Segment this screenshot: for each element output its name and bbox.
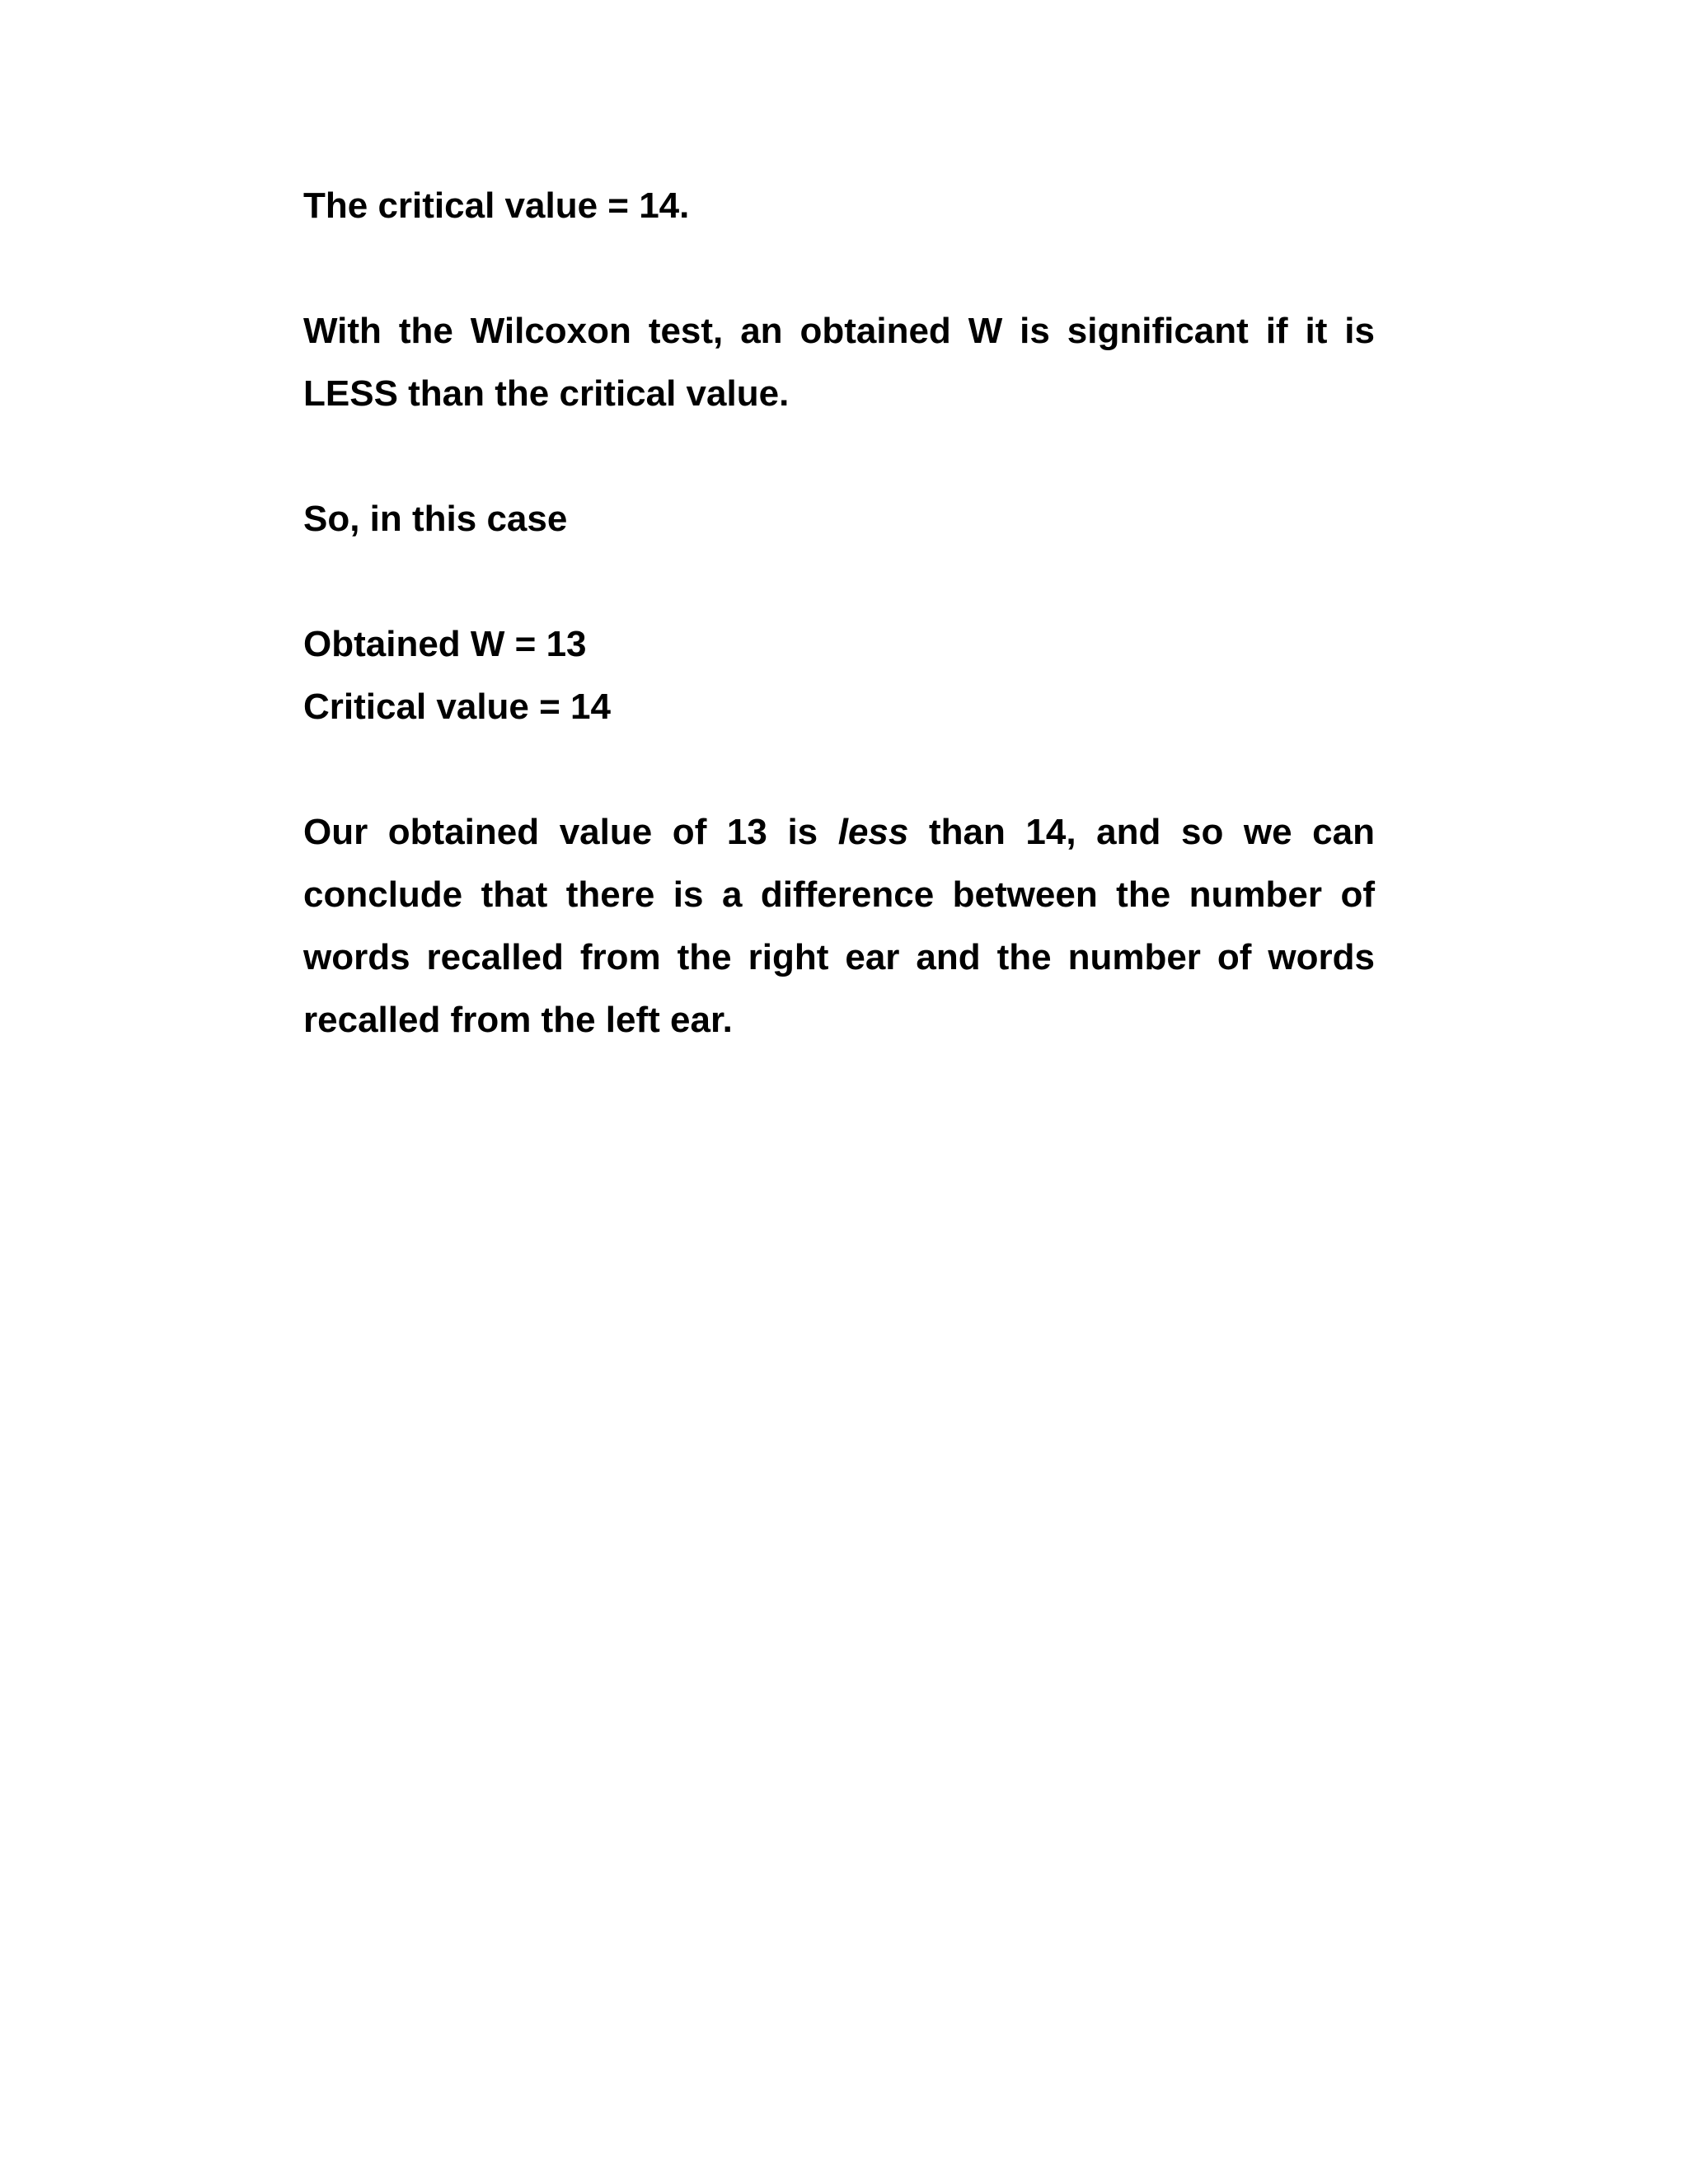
conclusion-text-start: Our obtained value of 13 is [303,812,838,852]
case-intro: So, in this case [303,499,568,539]
document-body [303,175,1375,1052]
critical-value-line: Critical value = 14 [303,687,611,727]
conclusion-emphasis: less [837,812,909,852]
conclusion-text-end: than 14, and so we can conclude that there is a difference between the number of words recalled from the right ear and the number of words recalled from the left ear. [303,812,1376,1040]
critical-value-statement: The critical value = 14. [303,185,690,226]
conclusion-paragraph [303,801,1375,1052]
obtained-w-line: Obtained W = 13 [303,624,587,664]
wilcoxon-rule-paragraph: With the Wilcoxon test, an obtained W is significant if it is LESS than the critical value. [303,311,1375,414]
